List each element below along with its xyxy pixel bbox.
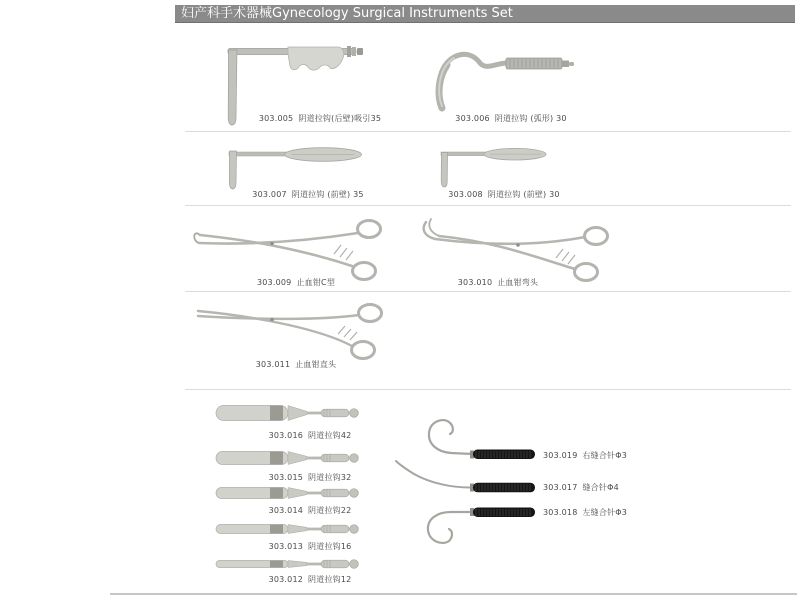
product-label-303-017: 303.017 缝合针Φ4 — [543, 483, 619, 492]
product-label-303-018: 303.018 左缝合针Φ3 — [543, 508, 628, 517]
product-label-303-009: 303.009 止血钳C型 — [256, 278, 336, 287]
product-label-303-019: 303.019 右缝合针Φ3 — [543, 451, 628, 460]
product-label-303-015: 303.015 阴道拉钩32 — [268, 473, 352, 482]
product-label-303-013: 303.013 阴道拉钩16 — [268, 542, 352, 551]
page-bottom-rule — [110, 593, 797, 595]
instrument-303-014-image — [214, 480, 360, 506]
instrument-303-011-image — [192, 296, 397, 366]
page-title: 妇产科手术器械Gynecology Surgical Instruments Set — [175, 5, 795, 23]
section-divider — [185, 389, 791, 390]
product-label-303-010: 303.010 止血钳弯头 — [457, 278, 539, 287]
section-divider — [185, 205, 791, 206]
product-label-303-008: 303.008 阴道拉钩 (前壁) 30 — [448, 190, 560, 199]
product-label-303-014: 303.014 阴道拉钩22 — [268, 506, 352, 515]
product-label-303-016: 303.016 阴道拉钩42 — [268, 431, 352, 440]
product-label-303-005: 303.005 阴道拉钩(后壁)吸引35 — [258, 114, 382, 123]
instrument-303-007-image — [226, 144, 366, 194]
instrument-303-017-image — [392, 458, 542, 498]
product-label-303-012: 303.012 阴道拉钩12 — [268, 575, 352, 584]
instrument-303-008-image — [438, 146, 550, 190]
product-label-303-007: 303.007 阴道拉钩 (前壁) 35 — [252, 190, 364, 199]
instrument-303-016-image — [214, 400, 360, 426]
product-label-303-006: 303.006 阴道拉钩 (弧形) 30 — [455, 114, 567, 123]
product-label-303-011: 303.011 止血钳直头 — [255, 360, 337, 369]
instrument-303-015-image — [214, 445, 360, 471]
instrument-303-006-image — [430, 50, 580, 112]
instrument-303-013-image — [214, 516, 360, 542]
